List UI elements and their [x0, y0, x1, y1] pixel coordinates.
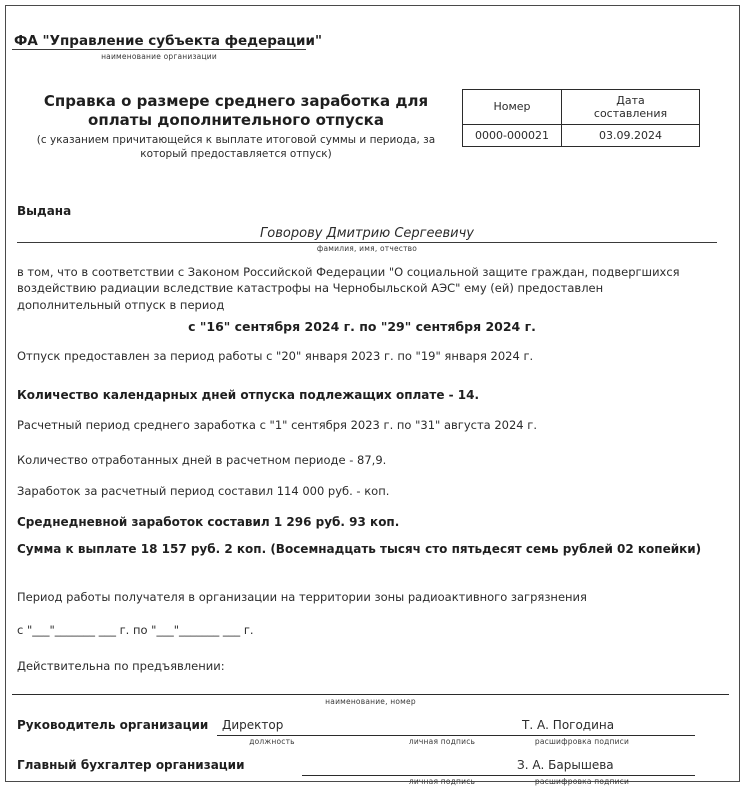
document-title-line1: Справка о размере среднего заработка для	[43, 92, 429, 110]
caption-decoding-director: расшифровка подписи	[534, 737, 630, 746]
worked-days-text: Количество отработанных дней в расчетном периоде - 87,9.	[17, 453, 387, 467]
issued-to-label: Выдана	[17, 204, 72, 218]
value-cell-number: 0000-000021	[463, 125, 562, 147]
caption-position-director: должность	[249, 737, 295, 746]
document-title	[18, 92, 454, 130]
document-page	[5, 5, 740, 786]
earnings-text: Заработок за расчетный период составил 114 000 руб. - коп.	[17, 484, 390, 498]
document-reference-caption: наименование, номер	[325, 697, 416, 706]
average-daily-earnings-text: Среднедневной заработок составил 1 296 руб. 93 коп.	[17, 515, 400, 529]
organization-caption: наименование организации	[101, 52, 217, 61]
signature-title-accountant: Главный бухгалтер организации	[17, 758, 245, 772]
validity-text: Действительна по предъявлении:	[17, 659, 225, 673]
table-header-row	[463, 90, 700, 125]
document-reference-line	[12, 694, 729, 695]
law-reference-text: в том, что в соответствии с Законом Российской Федерации "О социальной защите граждан, подвергшихся воздействию радиации вследствие катастрофы на Чернобыльской АЭС" ему (ей) предоставлен дополнительный отпуск в период	[17, 265, 680, 312]
caption-decoding-accountant: расшифровка подписи	[534, 777, 630, 786]
header-date-line2: составления	[593, 107, 668, 120]
value-cell-date: 03.09.2024	[562, 125, 700, 147]
recipient-name: Говорову Дмитрию Сергеевичу	[260, 226, 474, 241]
paid-days-text: Количество календарных дней отпуска подлежащих оплате - 14.	[17, 388, 480, 402]
document-subtitle-line1: (с указанием причитающейся к выплате итоговой суммы и периода, за	[36, 134, 436, 147]
payout-sum-text: Сумма к выплате 18 157 руб. 2 коп. (Восемнадцать тысяч сто пятьдесят семь рублей 02 копейки)	[17, 542, 702, 556]
work-period-text: Отпуск предоставлен за период работы с "20" января 2023 г. по "19" января 2024 г.	[17, 349, 534, 363]
recipient-caption: фамилия, имя, отчество	[316, 244, 418, 253]
document-title-line2: оплаты дополнительного отпуска	[88, 111, 384, 130]
title-block	[18, 92, 454, 162]
radioactive-zone-text: Период работы получателя в организации на территории зоны радиоактивного загрязнения	[17, 590, 587, 604]
radioactive-zone-blank-line: с "___"_______ ___ г. по "___"_______ ___ г.	[17, 623, 254, 637]
document-subtitle-line2: который предоставляется отпуск)	[140, 148, 332, 161]
signature-row-accountant	[12, 754, 729, 794]
recipient-block	[17, 226, 717, 253]
caption-signature-director: личная подпись	[408, 737, 476, 746]
organization-underline	[12, 49, 306, 50]
recipient-underline	[17, 242, 717, 243]
signature-row-director	[12, 714, 729, 754]
signature-title-director: Руководитель организации	[17, 718, 209, 732]
signature-name-accountant: З. А. Барышева	[517, 758, 614, 772]
signature-name-director: Т. А. Погодина	[522, 718, 615, 732]
signature-position-director: Директор	[222, 718, 284, 732]
table-row	[463, 125, 700, 147]
vacation-period-text: с "16" сентября 2024 г. по "29" сентября 2024 г.	[188, 319, 536, 334]
signature-line-accountant	[302, 757, 695, 776]
document-subtitle	[18, 134, 454, 161]
header-cell-date	[562, 90, 700, 125]
document-number-date-table	[462, 89, 700, 147]
caption-signature-accountant: личная подпись	[408, 777, 476, 786]
signature-line-director	[217, 717, 695, 736]
header-cell-number: Номер	[463, 90, 562, 125]
header-date-line1: Дата	[616, 93, 645, 107]
calculation-period-text: Расчетный период среднего заработка с "1" сентября 2023 г. по "31" августа 2024 г.	[17, 418, 537, 432]
organization-name: ФА "Управление субъекта федерации"	[14, 33, 322, 49]
organization-header	[12, 30, 712, 50]
